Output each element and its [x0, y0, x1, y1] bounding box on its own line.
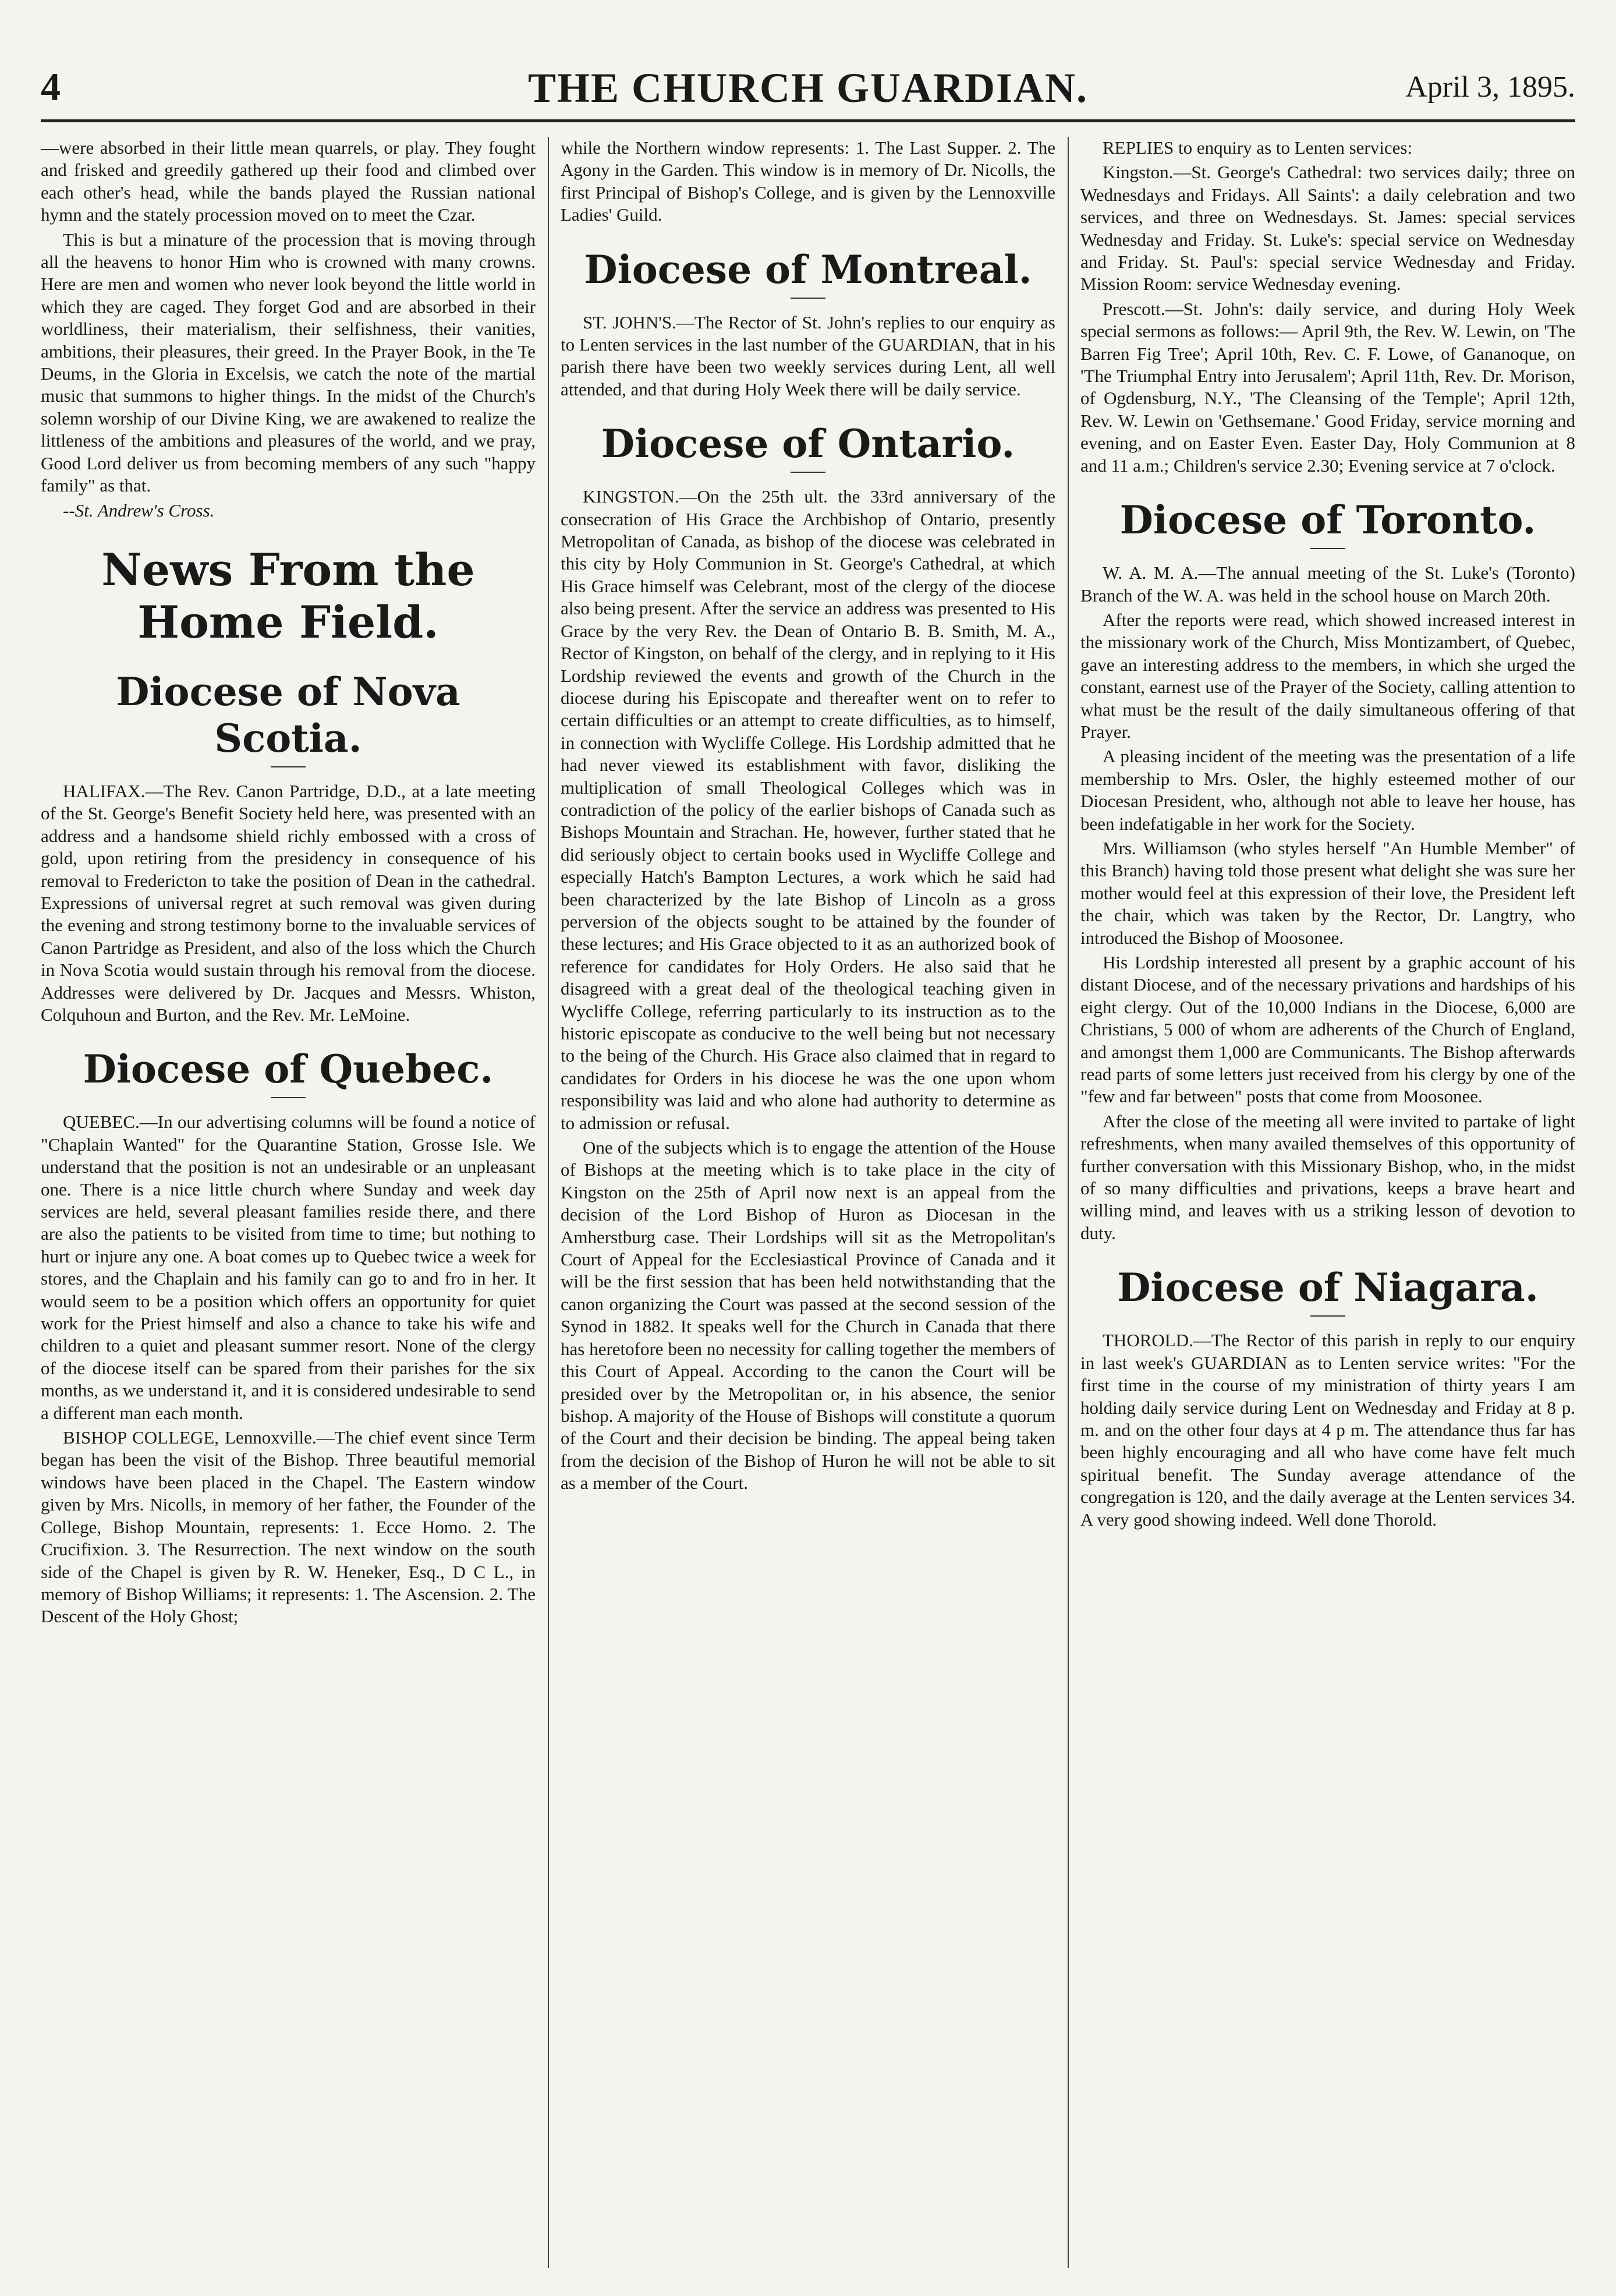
diocese-heading-quebec: Diocese of Quebec.: [83, 1046, 494, 1092]
diocese-heading-toronto: Diocese of Toronto.: [1119, 497, 1536, 543]
news-paragraph: Kingston.—St. George's Cathedral: two services daily; three on Wednesdays and Fridays. All Saints': a daily celebration and two services, and three on Wednesdays. St. James: special services Wednesday and Friday. St. Luke's: special service on Wednesday and Friday. St. Paul's: special service Wednesday and Friday. Mission Room: service Wednesday evening.: [1080, 162, 1575, 295]
news-paragraph: One of the subjects which is to engage the attention of the House of Bishops at the meeting which is to take place in the city of Kingston on the 25th of April now next is an appeal from the decision of the Lord Bishop of Huron as Diocesan in the Amherstburg case. Their Lordships will sit as the Metropolitan's Court of Appeal for the Ecclesiastical Province of Canada and it will be the first session that has been held notwithstanding that the canon organizing the Court was passed at the second session of the Synod in 1882. It speaks well for the Church in Canada that there has heretofore been no necessity for calling together the members of this Court of Appeal. According to the canon the Court will be presided over by the Metropolitan or, in his absence, the senior bishop. A majority of the House of Bishops will constitute a quorum of the Court and their decision be binding. The appeal being taken from the decision of the Bishop of Huron he will not be able to sit as a member of the Court.: [561, 1137, 1055, 1494]
news-paragraph: REPLIES to enquiry as to Lenten services:: [1103, 137, 1413, 158]
news-paragraph: A pleasing incident of the meeting was the presentation of a life membership to Mrs. Osler, the highly esteemed mother of our Diocesan President, who, although not able to leave her house, has been indefatigable in her work for the Society.: [1080, 746, 1575, 834]
heading-dash: [271, 766, 306, 767]
diocese-heading-montreal: Diocese of Montreal.: [584, 246, 1032, 292]
section-heading: News From the Home Field.: [101, 543, 475, 648]
heading-dash: [1310, 548, 1345, 549]
header-rule: [41, 119, 1575, 122]
article-source: --St. Andrew's Cross.: [63, 500, 215, 521]
news-paragraph: while the Northern window represents: 1. The Last Supper. 2. The Agony in the Garden. This window is in memory of Dr. Nicolls, the first Principal of Bishop's College, and is given by the Lennoxville Ladies' Guild.: [561, 137, 1055, 225]
diocese-heading-ontario: Diocese of Ontario.: [601, 421, 1015, 467]
news-paragraph: His Lordship interested all present by a graphic account of his distant Diocese, and of the necessary privations and hardships of his eight clergy. Out of the 10,000 Indians in the Diocese, 6,000 are Christians, 5 000 of whom are adherents of the Church of England, and amongst them 1,000 are Communicants. The Bishop afterwards read parts of some letters just received from his clergy by one of the "few and far between" posts that come from Moosonee.: [1080, 952, 1575, 1107]
diocese-heading-niagara: Diocese of Niagara.: [1117, 1265, 1539, 1311]
page-header: [41, 64, 1575, 116]
heading-dash: [1310, 1315, 1345, 1317]
news-paragraph: THOROLD.—The Rector of this parish in reply to our enquiry in last week's GUARDIAN as to Lenten service writes: "For the first time in the course of my ministration of thirty years I am holding daily service during Lent on Wednesday and Friday at 8 p. m. and on the other four days at 4 p m. The attendance thus far has been highly encouraging and all who have come have felt much spiritual benefit. The Sunday average attendance of the congregation is 120, and the daily average at the Lenten services 34. A very good showing indeed. Well done Thorold.: [1080, 1330, 1575, 1530]
news-paragraph: HALIFAX.—The Rev. Canon Partridge, D.D., at a late meeting of the St. George's Benefit Society held here, was presented with an address and a handsome shield richly embossed with a cross of gold, upon retiring from the presidency in consequence of his removal to Fredericton to take the position of Dean in the cathedral. Expressions of universal regret at such removal was given during the evening and strong testimony borne to the invaluable services of Canon Partridge as President, and also of the loss which the Church in Nova Scotia would sustain through his removal from the diocese. Addresses were delivered by Dr. Jacques and Messrs. Whiston, Colquhoun and Burton, and the Rev. Mr. LeMoine.: [41, 780, 536, 1025]
news-paragraph: Mrs. Williamson (who styles herself "An Humble Member" of this Branch) having told those present what delight she was sure her mother would feel at this expression of their love, the President left the chair, which was taken by the Rector, Dr. Langtry, who introduced the Bishop of Moosonee.: [1080, 837, 1575, 948]
column-2: [561, 137, 1055, 2280]
news-paragraph: Prescott.—St. John's: daily service, and during Holy Week special sermons as follows:— April 9th, the Rev. W. Lewin, on 'The Barren Fig Tree'; April 10th, Rev. C. F. Lowe, of Gananoque, on 'The Triumphal Entry into Jerusalem'; April 11th, Rev. Dr. Morison, of Ogdensburg, N.Y., 'The Cleansing of the Temple'; April 12th, Rev. W. Lewin on 'Gethsemane.' Good Friday, service morning and evening, and on Easter Even. Easter Day, Holy Communion at 8 and 11 a.m.; Children's service 2.30; Evening service at 7 o'clock.: [1080, 298, 1575, 476]
article-paragraph: This is but a minature of the procession that is moving through all the heavens to honor Him who is crowned with many crowns. Here are men and women who never look beyond the little world in which they are caged. They forget God and are absorbed in their worldliness, their materialism, their selfishness, their vanities, ambitions, their pleasures, their greed. In the Prayer Book, in the Te Deums, in the Gloria in Excelsis, we catch the note of the martial music that summons to higher things. In the midst of the Church's solemn worship of our Divine King, we are awakened to realize the littleness of the ambitions and pleasures of the world, and we pray, Good Lord deliver us from becoming members of any such "happy family" as that.: [41, 229, 536, 496]
column-3: [1080, 137, 1575, 2280]
column-1: [41, 137, 536, 2280]
news-paragraph: ST. JOHN'S.—The Rector of St. John's replies to our enquiry as to Lenten services in the last number of the GUARDIAN, that in his parish there have been two weekly services during Lent, all well attended, and that during Holy Week there will be daily service.: [561, 312, 1055, 399]
heading-dash: [791, 472, 825, 473]
diocese-heading-nova-scotia: Diocese of Nova Scotia.: [116, 668, 460, 761]
news-paragraph: KINGSTON.—On the 25th ult. the 33rd anniversary of the consecration of His Grace the Archbishop of Ontario, presently Metropolitan of Canada, as bishop of the diocese was celebrated in this city by Holy Communion in St. George's Cathedral, at which His Grace himself was Celebrant, most of the clergy of the diocese also being present. After the service an address was presented to His Grace by the very Rev. the Dean of Ontario B. B. Smith, M. A., Rector of Kingston, on behalf of the clergy, and in replying to it His Lordship reviewed the events and growth of the Church in the diocese during his Episcopate and thereafter went on to refer to certain difficulties or an attempt to create difficulties, as to himself, in connection with Wycliffe College. His Lordship admitted that he had never viewed its establishment with favor, disliking the multiplication of small Theological Colleges which was in contradiction of the policy of the earlier bishops of Canada such as Bishops Mountain and Strachan. He, however, further stated that he did seriously object to certain books used in Wycliffe College and especially Hatch's Bampton Lectures, a work which he said had been characterized by the late Bishop of Lincoln as a gross perversion of the objects sought to be attained by the founder of these lectures; and His Grace objected to it as an authorized book of reference for candidates for Holy Orders. He also said that he disagreed with a great deal of the theological teaching given in Wycliffe College, referring particularly to its instruction as to the historic episcopate as conducive to the well being but not necessary to the being of the Church. His Grace also claimed that in regard to candidates for Orders in his diocese he was the one upon whom responsibility was laid and who alone had authority to determine as to admission or refusal.: [561, 486, 1055, 1133]
page-number: 4: [41, 65, 61, 109]
heading-dash: [271, 1097, 306, 1098]
news-paragraph: BISHOP COLLEGE, Lennoxville.—The chief event since Term began has been the visit of the Bishop. Three beautiful memorial windows have been placed in the Chapel. The Eastern window given by Mrs. Nicolls, in memory of her father, the Founder of the College, Bishop Mountain, represents: 1. Ecce Homo. 2. The Crucifixion. 3. The Resurrection. The next window on the south side of the Chapel is given by R. W. Heneker, Esq., D C L., in memory of Bishop Williams; it represents: 1. The Ascension. 2. The Descent of the Holy Ghost;: [41, 1427, 536, 1627]
article-paragraph: —were absorbed in their little mean quarrels, or play. They fought and frisked and greedily gathered up their food and climbed over each other's head, while the bands played the Russian national hymn and the stately procession moved on to meet the Czar.: [41, 137, 536, 225]
issue-date: April 3, 1895.: [1405, 70, 1575, 104]
heading-dash: [791, 298, 825, 299]
masthead-title: THE CHURCH GUARDIAN.: [527, 65, 1089, 111]
news-paragraph: After the close of the meeting all were invited to partake of light refreshments, when many availed themselves of this opportunity of further conversation with this Missionary Bishop, who, in the midst of so many difficulties and privations, keeps a brave heart and willing mind, and leaves with us a striking lesson of devotion to duty.: [1080, 1110, 1575, 1243]
column-rule-1: [548, 137, 549, 2268]
news-paragraph: W. A. M. A.—The annual meeting of the St. Luke's (Toronto) Branch of the W. A. was held in the school house on March 20th.: [1080, 562, 1575, 606]
news-paragraph: After the reports were read, which showed increased interest in the missionary work of the Church, Miss Montizambert, of Quebec, gave an interesting address to the members, in which she urged the constant, earnest use of the Prayer of the Society, calling attention to what must be the result of the daily simultaneous offering of that Prayer.: [1080, 609, 1575, 742]
news-paragraph: QUEBEC.—In our advertising columns will be found a notice of "Chaplain Wanted" for the Quarantine Station, Grosse Isle. We understand that the position is not an undesirable or an unpleasant one. There is a nice little church where Sunday and week day services are held, several pleasant families reside there, and there are also the patients to be visited from time to time; but nothing to hurt or injure any one. A boat comes up to Quebec twice a week for stores, and the Chaplain and his family can go to and fro in her. It would seem to be a position which offers an opportunity for quiet work for the Priest himself and also a chance to take his wife and children to a quiet and pleasant summer resort. None of the clergy of the diocese itself can be spared from their parishes for the six months, as we understand it, and it is considered undesirable to send a different man each month.: [41, 1112, 536, 1423]
column-rule-2: [1068, 137, 1069, 2268]
